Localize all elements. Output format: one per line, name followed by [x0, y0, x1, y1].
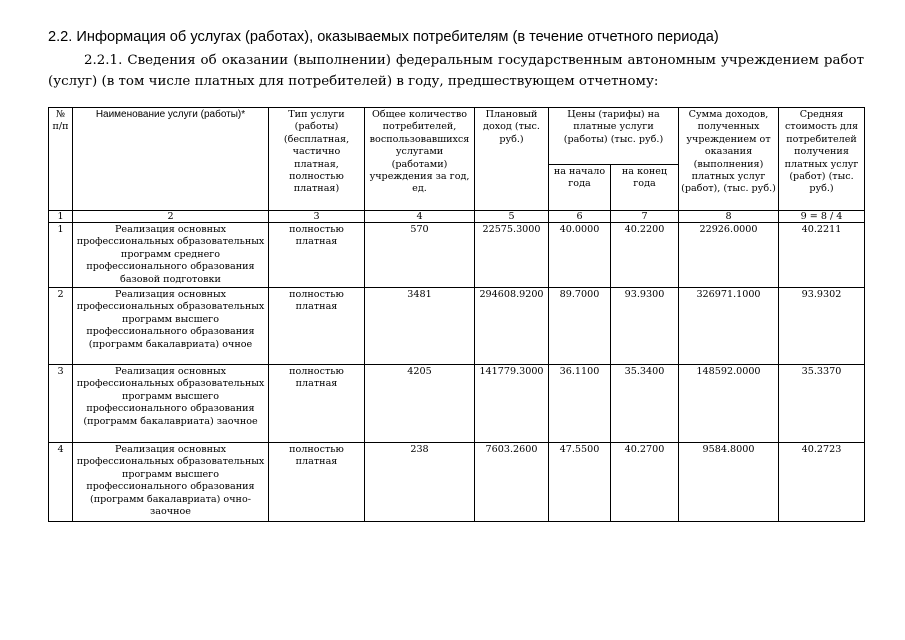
- price-start: 36.1100: [549, 365, 611, 443]
- row-number: 1: [49, 223, 73, 288]
- price-start: 47.5500: [549, 443, 611, 522]
- subsection-title: [48, 50, 864, 92]
- price-end: 93.9300: [611, 288, 679, 365]
- table-row: [49, 443, 865, 522]
- income-sum: 326971.1000: [679, 288, 779, 365]
- consumers-count: 570: [365, 223, 475, 288]
- planned-income: 294608.9200: [475, 288, 549, 365]
- header-planned-income: Плановый доход (тыс. руб.): [475, 108, 549, 211]
- table-row: [49, 288, 865, 365]
- row-number: 2: [49, 288, 73, 365]
- service-name: Реализация основных профессиональных образовательных программ высшего профессионального образования (программ бакалавриата) очно-заочное: [73, 443, 269, 522]
- column-number: 3: [269, 211, 365, 223]
- column-number-row: [49, 211, 865, 223]
- avg-cost: 40.2723: [779, 443, 865, 522]
- column-number: 8: [679, 211, 779, 223]
- column-number: 1: [49, 211, 73, 223]
- subsection-text: 2.2.1. Сведения об оказании (выполнении) федеральным государственным автономным учреждением работ (услуг) (в том числе платных для потребителей) в году, предшествующем отчетному:: [48, 53, 864, 89]
- price-start: 89.7000: [549, 288, 611, 365]
- income-sum: 22926.0000: [679, 223, 779, 288]
- header-consumers: Общее количество потребителей, воспользовавшихся услугами (работами) учреждения за год, ед.: [365, 108, 475, 211]
- avg-cost: 40.2211: [779, 223, 865, 288]
- header-name: Наименование услуги (работы)*: [73, 108, 269, 211]
- planned-income: 22575.3000: [475, 223, 549, 288]
- header-prices: Цены (тарифы) на платные услуги (работы) (тыс. руб.): [549, 108, 679, 165]
- header-income-sum: Сумма доходов, полученных учреждением от оказания (выполнения) платных услуг (работ), (тыс. руб.): [679, 108, 779, 211]
- column-number: 2: [73, 211, 269, 223]
- consumers-count: 238: [365, 443, 475, 522]
- header-price-start: на начало года: [549, 165, 611, 211]
- service-type: полностью платная: [269, 443, 365, 522]
- price-start: 40.0000: [549, 223, 611, 288]
- planned-income: 141779.3000: [475, 365, 549, 443]
- header-avg-cost: Средняя стоимость для потребителей получения платных услуг (работ) (тыс. руб.): [779, 108, 865, 211]
- service-name: Реализация основных профессиональных образовательных программ высшего профессионального образования (программ бакалавриата) заочное: [73, 365, 269, 443]
- column-number: 4: [365, 211, 475, 223]
- header-no: № п/п: [49, 108, 73, 211]
- column-number: 9 = 8 / 4: [779, 211, 865, 223]
- service-type: полностью платная: [269, 223, 365, 288]
- column-number: 7: [611, 211, 679, 223]
- column-number: 5: [475, 211, 549, 223]
- table-row: [49, 223, 865, 288]
- planned-income: 7603.2600: [475, 443, 549, 522]
- price-end: 40.2200: [611, 223, 679, 288]
- avg-cost: 93.9302: [779, 288, 865, 365]
- service-name: Реализация основных профессиональных образовательных программ высшего профессионального образования (программ бакалавриата) очное: [73, 288, 269, 365]
- service-type: полностью платная: [269, 288, 365, 365]
- price-end: 35.3400: [611, 365, 679, 443]
- header-row: [49, 108, 865, 165]
- avg-cost: 35.3370: [779, 365, 865, 443]
- income-sum: 148592.0000: [679, 365, 779, 443]
- consumers-count: 3481: [365, 288, 475, 365]
- header-type: Тип услуги (работы) (бесплатная, частично платная, полностью платная): [269, 108, 365, 211]
- service-type: полностью платная: [269, 365, 365, 443]
- column-number: 6: [549, 211, 611, 223]
- price-end: 40.2700: [611, 443, 679, 522]
- income-sum: 9584.8000: [679, 443, 779, 522]
- row-number: 3: [49, 365, 73, 443]
- consumers-count: 4205: [365, 365, 475, 443]
- service-name: Реализация основных профессиональных образовательных программ среднего профессионального образования базовой подготовки: [73, 223, 269, 288]
- table-row: [49, 365, 865, 443]
- row-number: 4: [49, 443, 73, 522]
- header-price-end: на конец года: [611, 165, 679, 211]
- section-title: 2.2. Информация об услугах (работах), оказываемых потребителям (в течение отчетного периода): [48, 29, 719, 45]
- services-table: [48, 107, 865, 522]
